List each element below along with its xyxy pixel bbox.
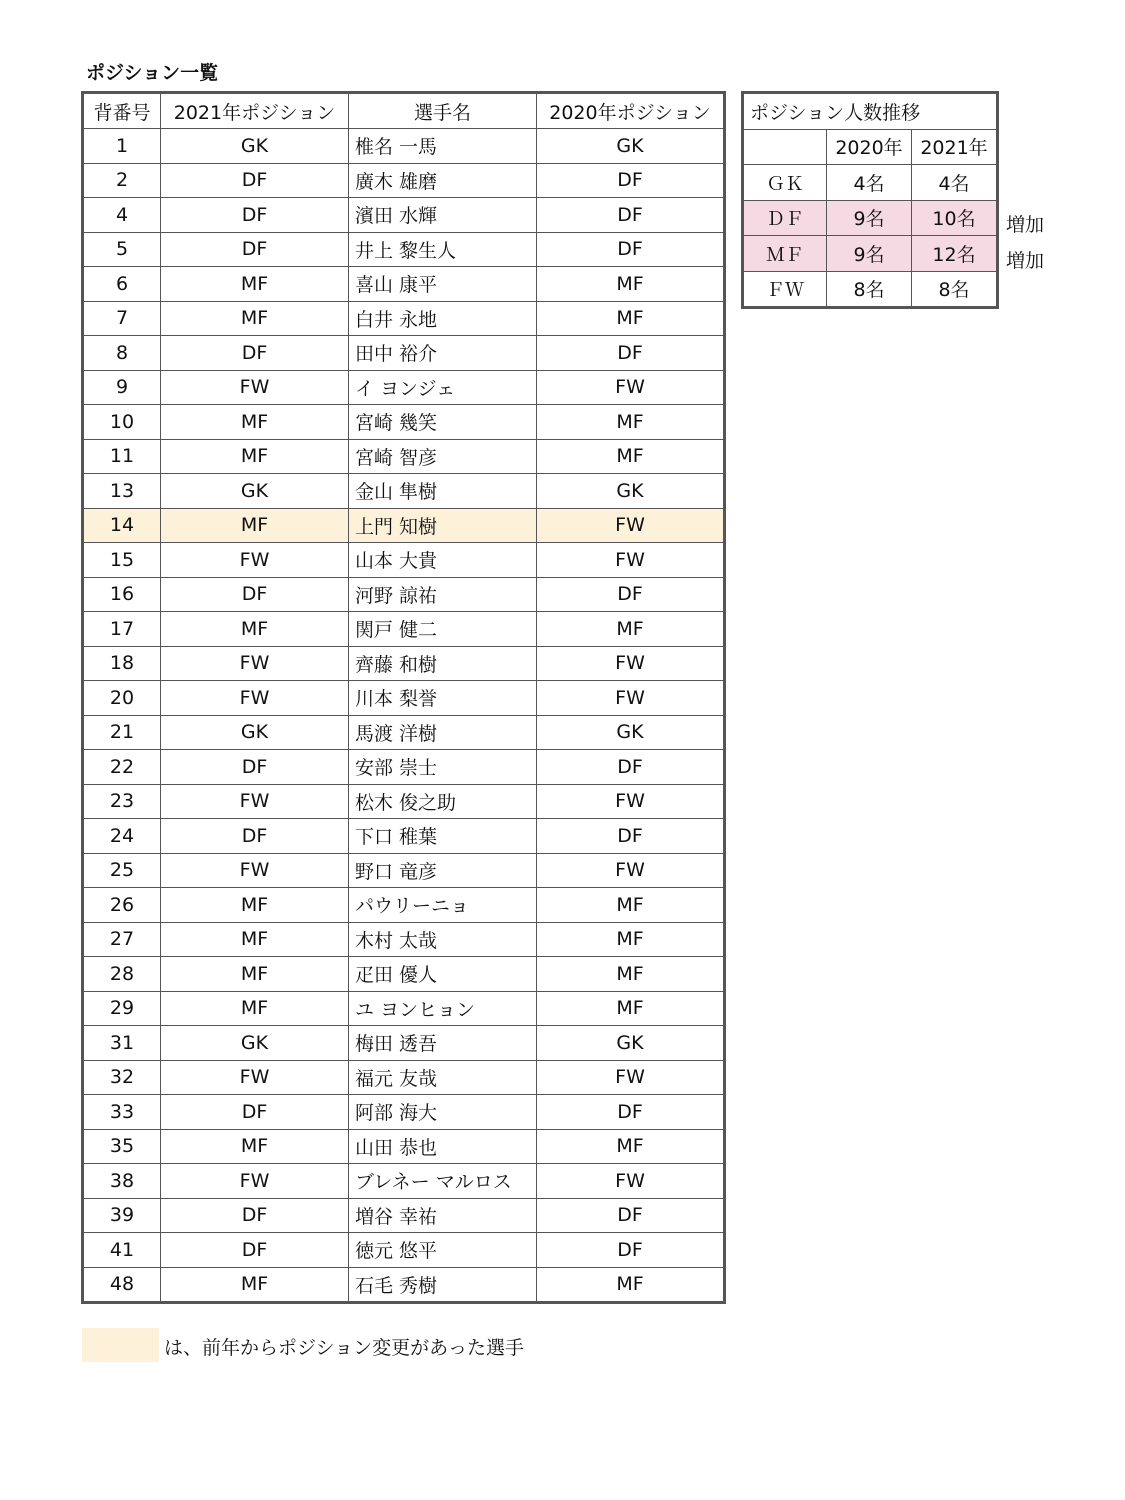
position-2021: DF [161, 198, 349, 233]
table-row [83, 957, 725, 992]
table-row [83, 1267, 725, 1303]
player-name: 疋田 優人 [349, 957, 537, 992]
player-name: ユ ヨンヒョン [349, 991, 537, 1026]
position-2020: DF [537, 819, 725, 854]
position-2020: DF [537, 1198, 725, 1233]
roster-header-row [83, 93, 725, 129]
position-2020: FW [537, 370, 725, 405]
position-2021: MF [161, 612, 349, 647]
player-number: 27 [83, 922, 161, 957]
page-title: ポジション一覧 [86, 62, 219, 84]
player-name: 濱田 水輝 [349, 198, 537, 233]
increase-note: 増加 [1006, 213, 1045, 236]
player-number: 10 [83, 405, 161, 440]
header-position-2021: 2021年ポジション [161, 93, 349, 129]
table-row [83, 612, 725, 647]
position-2020: MF [537, 405, 725, 440]
position-2020: FW [537, 784, 725, 819]
summary-count-2020: 9名 [827, 200, 912, 236]
player-number: 5 [83, 232, 161, 267]
player-name: 馬渡 洋樹 [349, 715, 537, 750]
legend-swatch [82, 1328, 159, 1362]
player-name: 安部 崇士 [349, 750, 537, 785]
player-number: 11 [83, 439, 161, 474]
player-number: 16 [83, 577, 161, 612]
position-2020: MF [537, 888, 725, 923]
position-2020: FW [537, 1164, 725, 1199]
position-2020: GK [537, 474, 725, 509]
player-number: 9 [83, 370, 161, 405]
summary-count-2021: 8名 [912, 271, 998, 308]
summary-row [743, 200, 998, 236]
position-2021: DF [161, 750, 349, 785]
player-number: 26 [83, 888, 161, 923]
player-name: 山本 大貴 [349, 543, 537, 578]
position-2021: GK [161, 474, 349, 509]
table-row [83, 508, 725, 543]
player-number: 23 [83, 784, 161, 819]
position-2020: MF [537, 612, 725, 647]
table-row [83, 681, 725, 716]
player-name: 松木 俊之助 [349, 784, 537, 819]
summary-row [743, 236, 998, 272]
summary-position: ＭＦ [743, 236, 827, 272]
player-name: ブレネー マルロス [349, 1164, 537, 1199]
position-2020: MF [537, 1129, 725, 1164]
player-number: 8 [83, 336, 161, 371]
position-2020: MF [537, 991, 725, 1026]
player-name: 金山 隼樹 [349, 474, 537, 509]
player-name: 井上 黎生人 [349, 232, 537, 267]
position-2021: GK [161, 715, 349, 750]
position-2021: FW [161, 681, 349, 716]
summary-position: ＧＫ [743, 165, 827, 201]
table-row [83, 1026, 725, 1061]
player-number: 21 [83, 715, 161, 750]
player-number: 1 [83, 129, 161, 164]
position-2021: MF [161, 991, 349, 1026]
player-name: 増谷 幸祐 [349, 1198, 537, 1233]
player-number: 24 [83, 819, 161, 854]
table-row [83, 750, 725, 785]
player-number: 48 [83, 1267, 161, 1303]
summary-title: ポジション人数推移 [743, 93, 998, 130]
position-2020: GK [537, 129, 725, 164]
table-row [83, 1060, 725, 1095]
position-2021: FW [161, 1060, 349, 1095]
position-2021: DF [161, 1233, 349, 1268]
player-name: 梅田 透吾 [349, 1026, 537, 1061]
player-number: 39 [83, 1198, 161, 1233]
position-2020: DF [537, 232, 725, 267]
player-name: 田中 裕介 [349, 336, 537, 371]
position-2020: MF [537, 1267, 725, 1303]
player-name: 川本 梨誉 [349, 681, 537, 716]
player-number: 32 [83, 1060, 161, 1095]
table-row [83, 922, 725, 957]
position-2021: FW [161, 646, 349, 681]
position-2021: GK [161, 129, 349, 164]
table-row [83, 646, 725, 681]
position-2021: FW [161, 784, 349, 819]
position-2021: MF [161, 439, 349, 474]
player-name: 阿部 海大 [349, 1095, 537, 1130]
summary-count-2021: 4名 [912, 165, 998, 201]
table-row [83, 232, 725, 267]
player-name: 関戸 健二 [349, 612, 537, 647]
position-2021: DF [161, 1095, 349, 1130]
table-row [83, 163, 725, 198]
player-number: 15 [83, 543, 161, 578]
player-number: 28 [83, 957, 161, 992]
player-number: 29 [83, 991, 161, 1026]
position-2020: FW [537, 1060, 725, 1095]
summary-header-2020: 2020年 [827, 129, 912, 165]
position-2021: FW [161, 370, 349, 405]
position-2021: DF [161, 232, 349, 267]
summary-count-2020: 8名 [827, 271, 912, 308]
position-2020: MF [537, 267, 725, 302]
position-roster-table [81, 91, 726, 1304]
player-number: 31 [83, 1026, 161, 1061]
player-number: 4 [83, 198, 161, 233]
position-2021: MF [161, 508, 349, 543]
summary-header-blank [743, 129, 827, 165]
position-2020: DF [537, 577, 725, 612]
player-number: 14 [83, 508, 161, 543]
summary-header-row [743, 129, 998, 165]
summary-position: ＤＦ [743, 200, 827, 236]
player-name: 福元 友哉 [349, 1060, 537, 1095]
table-row [83, 819, 725, 854]
header-player-name: 選手名 [349, 93, 537, 129]
position-2021: DF [161, 819, 349, 854]
position-2021: MF [161, 888, 349, 923]
player-name: 宮崎 幾笑 [349, 405, 537, 440]
table-row [83, 198, 725, 233]
position-2021: DF [161, 1198, 349, 1233]
player-number: 13 [83, 474, 161, 509]
position-2020: DF [537, 1095, 725, 1130]
position-2020: FW [537, 646, 725, 681]
position-2020: DF [537, 198, 725, 233]
table-row [83, 853, 725, 888]
position-2020: DF [537, 1233, 725, 1268]
position-2020: GK [537, 715, 725, 750]
player-number: 22 [83, 750, 161, 785]
player-name: 椎名 一馬 [349, 129, 537, 164]
player-number: 2 [83, 163, 161, 198]
table-row [83, 784, 725, 819]
table-row [83, 888, 725, 923]
table-row [83, 1129, 725, 1164]
position-2021: DF [161, 336, 349, 371]
legend-text: は、前年からポジション変更があった選手 [164, 1337, 524, 1359]
summary-count-2021: 10名 [912, 200, 998, 236]
table-row [83, 405, 725, 440]
table-row [83, 1164, 725, 1199]
table-row [83, 577, 725, 612]
player-number: 41 [83, 1233, 161, 1268]
player-name: 白井 永地 [349, 301, 537, 336]
position-2020: MF [537, 301, 725, 336]
summary-header-2021: 2021年 [912, 129, 998, 165]
summary-row [743, 165, 998, 201]
player-name: イ ヨンジェ [349, 370, 537, 405]
player-number: 6 [83, 267, 161, 302]
position-2020: FW [537, 681, 725, 716]
header-position-2020: 2020年ポジション [537, 93, 725, 129]
summary-position: ＦＷ [743, 271, 827, 308]
table-row [83, 439, 725, 474]
position-2021: FW [161, 853, 349, 888]
player-number: 7 [83, 301, 161, 336]
table-row [83, 370, 725, 405]
position-2020: FW [537, 508, 725, 543]
player-name: 河野 諒祐 [349, 577, 537, 612]
table-row [83, 336, 725, 371]
position-2021: GK [161, 1026, 349, 1061]
player-name: パウリーニョ [349, 888, 537, 923]
player-name: 石毛 秀樹 [349, 1267, 537, 1303]
table-row [83, 1198, 725, 1233]
position-2021: DF [161, 577, 349, 612]
player-name: 山田 恭也 [349, 1129, 537, 1164]
table-row [83, 129, 725, 164]
position-2020: MF [537, 957, 725, 992]
player-number: 35 [83, 1129, 161, 1164]
player-number: 25 [83, 853, 161, 888]
player-number: 38 [83, 1164, 161, 1199]
player-name: 廣木 雄磨 [349, 163, 537, 198]
position-2020: FW [537, 543, 725, 578]
position-2021: MF [161, 301, 349, 336]
summary-count-2021: 12名 [912, 236, 998, 272]
increase-note: 増加 [1006, 250, 1045, 272]
table-row [83, 267, 725, 302]
position-2021: FW [161, 1164, 349, 1199]
position-2020: DF [537, 750, 725, 785]
player-name: 木村 太哉 [349, 922, 537, 957]
position-2020: MF [537, 922, 725, 957]
player-name: 宮崎 智彦 [349, 439, 537, 474]
player-name: 上門 知樹 [349, 508, 537, 543]
summary-count-2020: 4名 [827, 165, 912, 201]
position-2021: MF [161, 957, 349, 992]
position-2020: DF [537, 163, 725, 198]
table-row [83, 991, 725, 1026]
table-row [83, 1095, 725, 1130]
position-2020: DF [537, 336, 725, 371]
summary-count-2020: 9名 [827, 236, 912, 272]
position-count-table [741, 91, 999, 309]
summary-row [743, 271, 998, 308]
position-2020: GK [537, 1026, 725, 1061]
table-row [83, 301, 725, 336]
position-2021: MF [161, 267, 349, 302]
position-2021: DF [161, 163, 349, 198]
table-row [83, 543, 725, 578]
player-number: 17 [83, 612, 161, 647]
player-name: 野口 竜彦 [349, 853, 537, 888]
player-name: 喜山 康平 [349, 267, 537, 302]
player-name: 徳元 悠平 [349, 1233, 537, 1268]
table-row [83, 474, 725, 509]
position-2021: MF [161, 922, 349, 957]
position-2020: FW [537, 853, 725, 888]
player-name: 下口 稚葉 [349, 819, 537, 854]
position-2021: MF [161, 1129, 349, 1164]
table-row [83, 1233, 725, 1268]
player-number: 20 [83, 681, 161, 716]
player-name: 齊藤 和樹 [349, 646, 537, 681]
position-2021: MF [161, 1267, 349, 1303]
header-number: 背番号 [83, 93, 161, 129]
table-row [83, 715, 725, 750]
position-2021: FW [161, 543, 349, 578]
player-number: 18 [83, 646, 161, 681]
summary-title-row [743, 93, 998, 130]
player-number: 33 [83, 1095, 161, 1130]
position-2021: MF [161, 405, 349, 440]
position-2020: MF [537, 439, 725, 474]
